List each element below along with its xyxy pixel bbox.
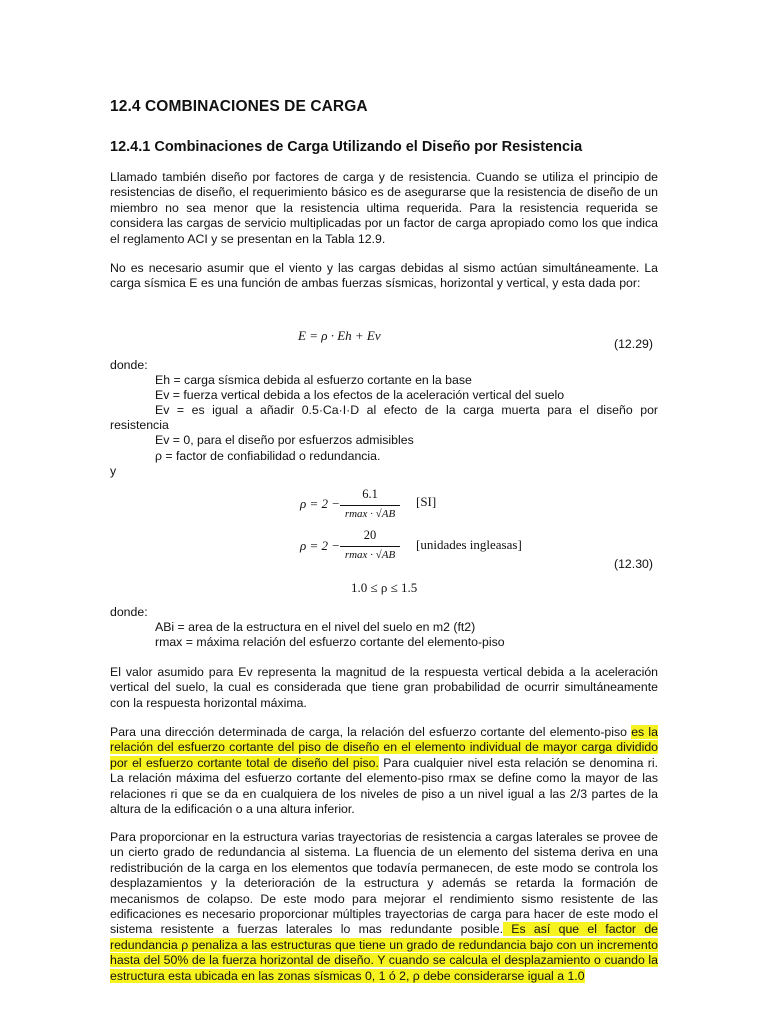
paragraph-4: [110, 725, 658, 817]
fraction-den-si: rmax · √AB: [344, 508, 396, 520]
definition-ev-ca-cont: resistencia: [110, 418, 169, 432]
fraction-bar-imperial: [340, 546, 400, 547]
rho-range: 1.0 ≤ ρ ≤ 1.5: [351, 580, 418, 595]
definition-rho: ρ = factor de confiabilidad o redundancia.: [155, 449, 381, 463]
definition-eh: Eh = carga sísmica debida al esfuerzo cortante en la base: [155, 373, 472, 387]
paragraph-4-text-a: Para una dirección determinada de carga, la relación del esfuerzo cortante del elemento-piso: [110, 725, 632, 739]
paragraph-5-text-a: Para proporcionar en la estructura varias trayectorias de resistencia a cargas laterales se provee de un cierto grado de redundancia al sistema. La fluencia de un elemento del sistema deriva en una redistribución de la carga en los elementos que todavía permanecen, de este modo se controla los desplazamientos y la deterioración de la estructura y además se retarda la formación de mecanismos de colapso. De este modo para mejorar el rendimiento sismo resistente de las edificaciones es necesario proporcionar múltiples trayectorias de carga para hacer de este modo el sistema resistente a fuerzas laterales lo mas redundante posible.: [110, 830, 658, 937]
unit-imperial: [unidades ingleasas]: [416, 537, 522, 552]
unit-si: [SI]: [416, 494, 437, 509]
equation-12-29: E = ρ · Eh + Ev: [298, 328, 381, 343]
equation-number-12-30: (12.30): [614, 557, 653, 571]
y-connector: y: [110, 464, 117, 478]
paragraph-4-text-b: Para cualquier nivel esta relación se denomina ri. La relación máxima del esfuerzo cortante del elemento-piso rmax se define como la mayor de las relaciones ri que se da en cualquiera de los niveles de piso a un nivel igual a las 2/3 partes de la altura de la edificación o a una altura inferior.: [110, 755, 658, 817]
paragraph-3: El valor asumido para Ev representa la magnitud de la respuesta vertical debida a la aceleración vertical del suelo, la cual es considerada que tiene gran probabilidad de ocurrir simultáneamente con la respuesta horizontal máxima.: [110, 665, 658, 710]
definition-ev: Ev = fuerza vertical debida a los efectos de la aceleración vertical del suelo: [155, 388, 565, 402]
donde-label-1: donde:: [110, 358, 148, 372]
paragraph-1: Llamado también diseño por factores de carga y de resistencia. Cuando se utiliza el principio de resistencias de diseño, el requerimiento básico es de asegurarse que la resistencia de diseño de un miembro no sea menor que la resistencia ultima requerida. Para la resistencia requerida se considera las cargas de servicio multiplicadas por un factor de carga apropiado como los que indica el reglamento ACI y se presentan en la Tabla 12.9.: [110, 170, 658, 246]
definition-ev-zero: Ev = 0, para el diseño por esfuerzos admisibles: [155, 433, 414, 447]
section-title: COMBINACIONES DE CARGA: [145, 98, 368, 115]
fraction-num-imperial: 20: [363, 528, 377, 542]
paragraph-2: No es necesario asumir que el viento y las cargas debidas al sismo actúan simultáneamente. La carga sísmica E es una función de ambas fuerzas sísmicas, horizontal y vertical, y esta dada por:: [110, 261, 658, 291]
definition-rmax: rmax = máxima relación del esfuerzo cortante del elemento-piso: [155, 635, 505, 649]
paragraph-4-highlight: es la relación del esfuerzo cortante del piso de diseño en el elemento individual de mayor carga dividido por el esfuerzo cortante total de diseño del piso.: [110, 725, 658, 770]
definition-abi: ABi = area de la estructura en el nivel del suelo en m2 (ft2): [155, 620, 476, 634]
definition-ev-ca: Ev = es igual a añadir 0.5·Ca·I·D al efecto de la carga muerta para el diseño por: [155, 403, 658, 417]
fraction-bar-si: [340, 505, 400, 506]
rho-lhs-si: ρ = 2 −: [300, 496, 341, 511]
subsection-heading: 12.4.1 Combinaciones de Carga Utilizando el Diseño por Resistencia: [110, 139, 583, 155]
fraction-den-imperial: rmax · √AB: [344, 549, 396, 561]
fraction-num-si: 6.1: [362, 487, 378, 501]
section-number: 12.4: [110, 98, 141, 115]
equation-number-12-29: (12.29): [614, 337, 653, 351]
rho-lhs-imperial: ρ = 2 −: [300, 538, 341, 553]
paragraph-5: [110, 830, 658, 984]
section-heading: [110, 98, 368, 116]
donde-label-2: donde:: [110, 605, 148, 619]
paragraph-5-highlight: Es así que el factor de redundancia ρ penaliza a las estructuras que tiene un grado de redundancia bajo con un incremento hasta del 50% de la fuerza horizontal de diseño. Y cuando se calcula el desplazamiento o cuando la estructura esta ubicada en las zonas sísmicas 0, 1 ó 2, ρ debe considerarse igual a 1.0: [110, 922, 658, 983]
